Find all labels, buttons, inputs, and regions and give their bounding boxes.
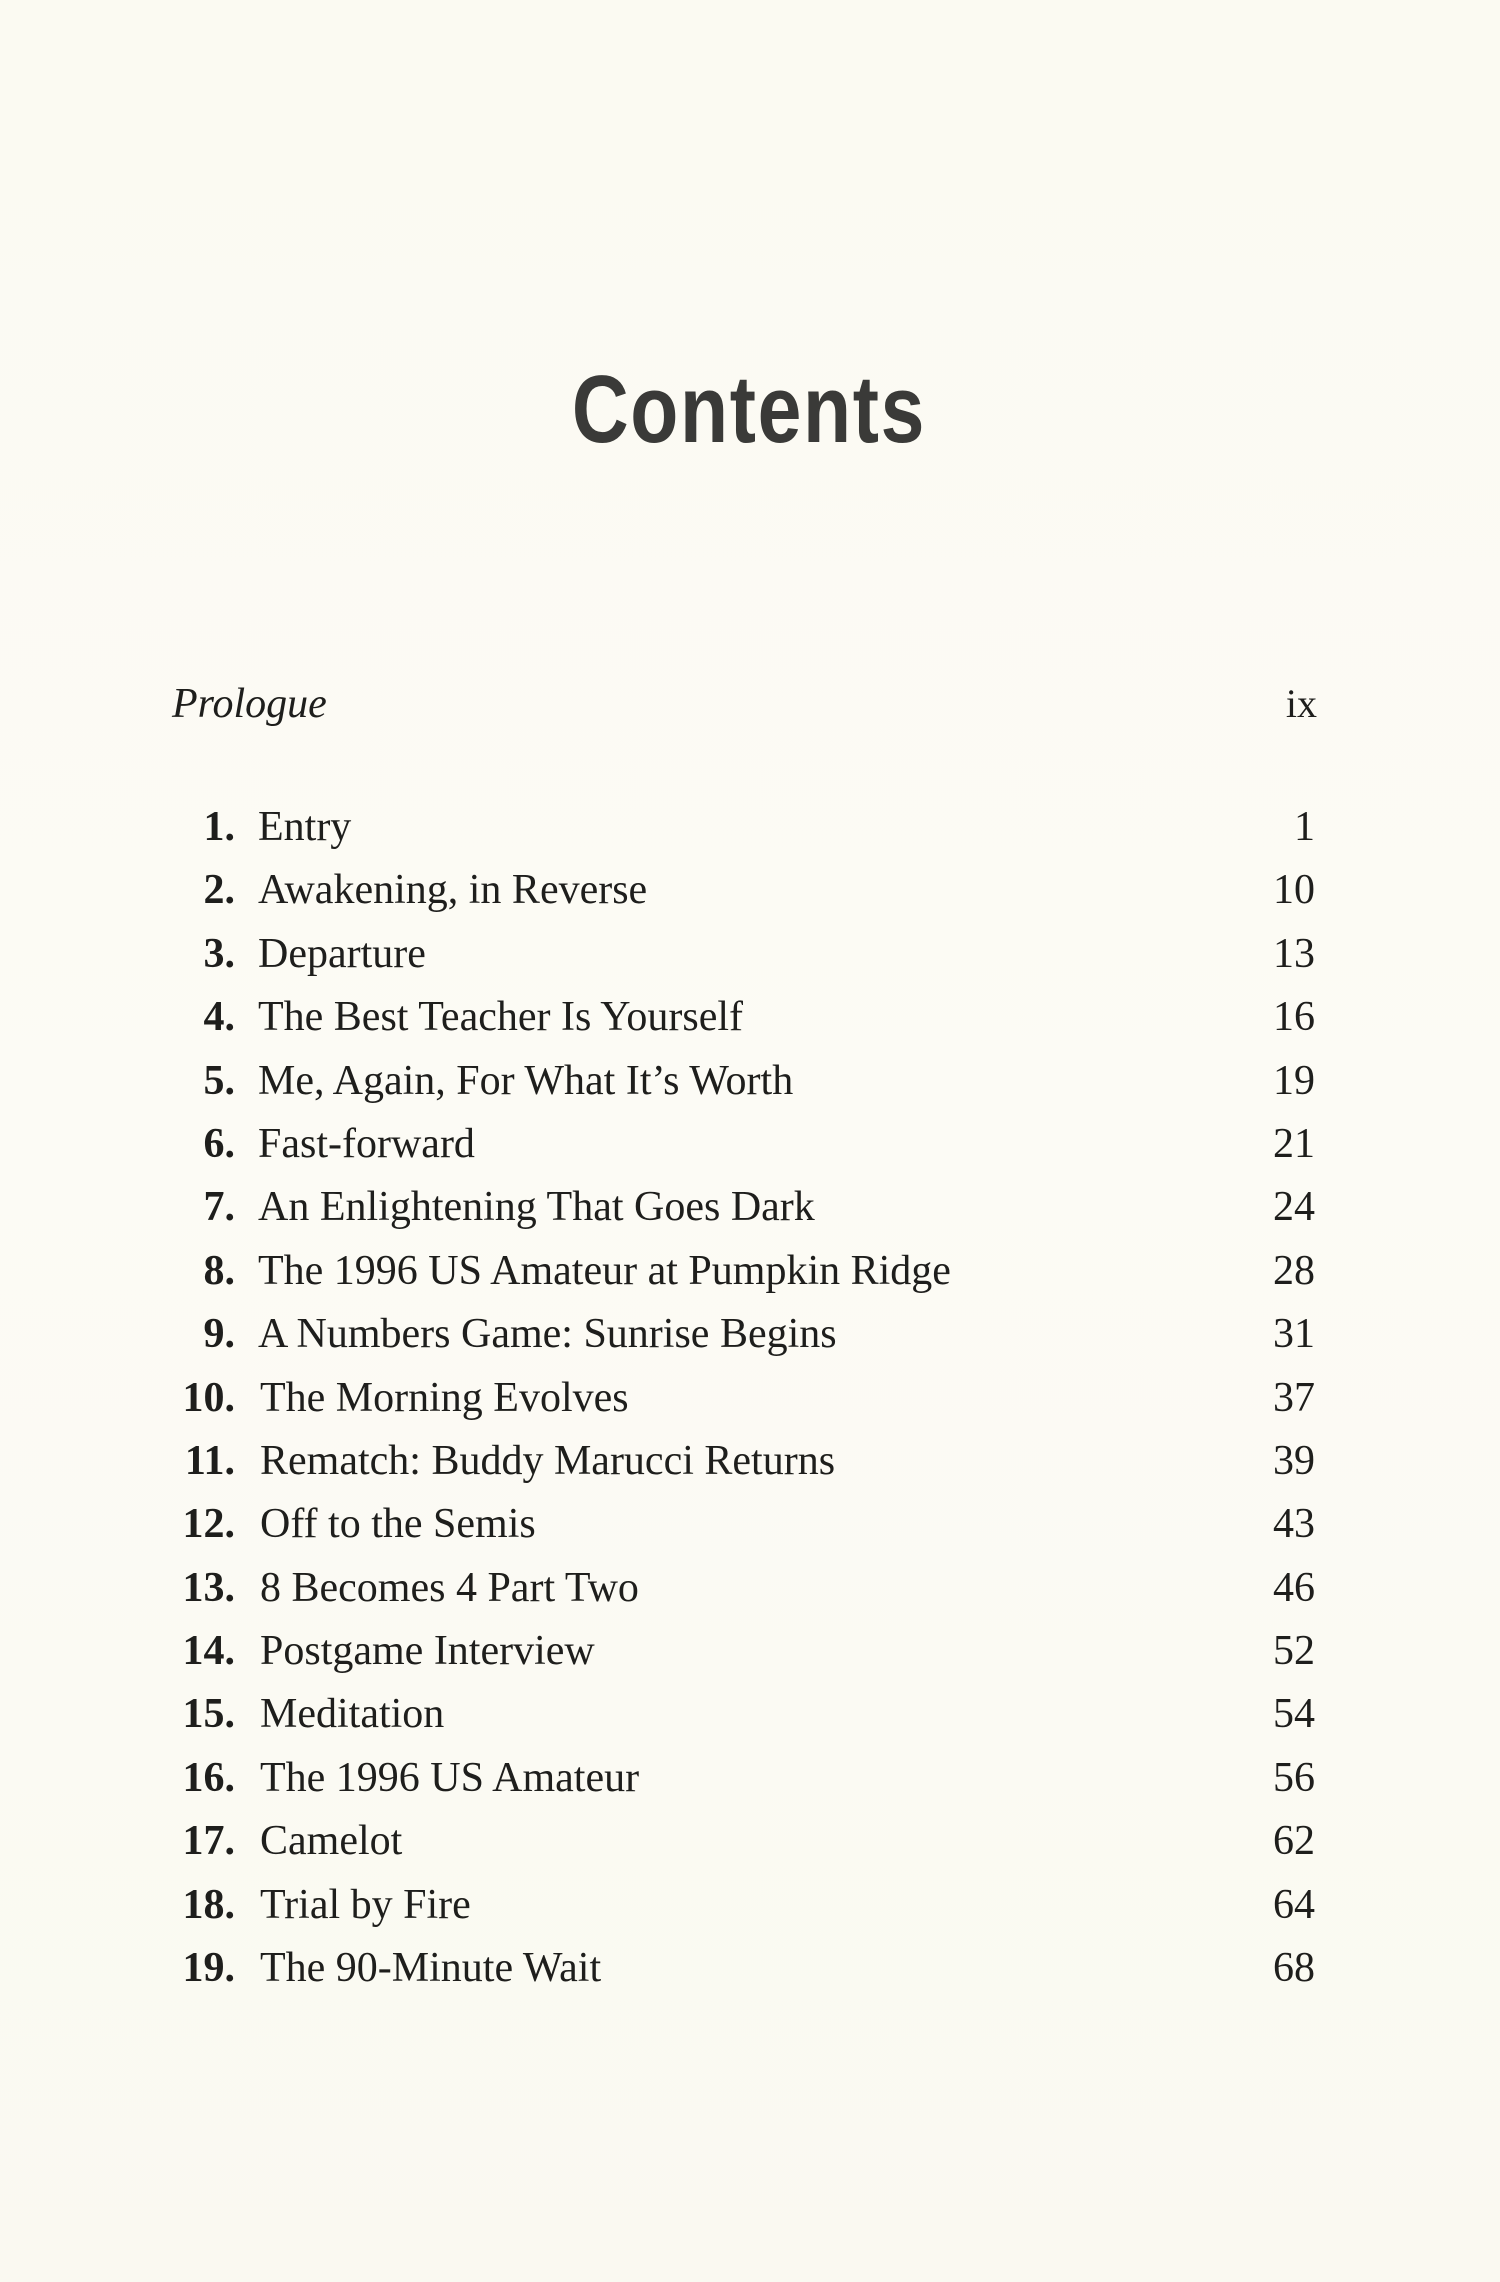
chapter-title: A Numbers Game: Sunrise Begins [258, 1311, 837, 1358]
chapter-number: 14. [182, 1628, 235, 1675]
chapter-title: An Enlightening That Goes Dark [258, 1184, 815, 1231]
chapter-number: 15. [182, 1691, 235, 1738]
chapter-number: 5. [203, 1057, 235, 1104]
chapter-number: 11. [184, 1437, 235, 1484]
chapter-title: Awakening, in Reverse [258, 867, 648, 914]
chapter-title: The 90-Minute Wait [260, 1945, 602, 1992]
chapter-page-number: 54 [1273, 1691, 1315, 1738]
toc-row [0, 1817, 1500, 1880]
chapter-page-number: 37 [1273, 1374, 1315, 1421]
chapter-page-number: 28 [1273, 1247, 1315, 1294]
chapter-title: Rematch: Buddy Marucci Returns [260, 1437, 836, 1484]
chapter-title: Departure [258, 930, 426, 977]
chapter-number: 13. [182, 1564, 235, 1611]
chapter-number: 1. [203, 804, 235, 850]
chapter-number: 7. [203, 1184, 235, 1231]
toc-row [0, 1944, 1500, 2007]
chapter-title: Fast-forward [258, 1120, 475, 1167]
toc-row [0, 803, 1500, 866]
toc-row [0, 1627, 1500, 1690]
toc-row [0, 1120, 1500, 1183]
chapter-title: The Best Teacher Is Yourself [258, 994, 744, 1041]
toc-row [0, 1754, 1500, 1817]
chapter-number: 3. [203, 930, 235, 977]
chapter-page-number: 10 [1273, 867, 1315, 914]
toc-row [0, 1057, 1500, 1120]
chapter-page-number: 62 [1273, 1818, 1315, 1865]
chapter-page-number: 1 [1294, 804, 1315, 850]
chapter-title: Trial by Fire [260, 1881, 471, 1928]
chapter-page-number: 16 [1273, 994, 1315, 1041]
chapter-number: 16. [182, 1754, 235, 1801]
chapter-number: 12. [182, 1501, 235, 1548]
chapter-number: 2. [203, 867, 235, 914]
chapter-page-number: 56 [1273, 1754, 1315, 1801]
toc-row [0, 1310, 1500, 1373]
toc-row [0, 1690, 1500, 1753]
chapter-number: 6. [203, 1120, 235, 1167]
chapter-number: 10. [182, 1374, 235, 1421]
chapter-page-number: 46 [1273, 1564, 1315, 1611]
chapter-page-number: 43 [1273, 1501, 1315, 1548]
prologue-page-number: ix [1285, 681, 1317, 726]
chapter-number: 8. [203, 1247, 235, 1294]
prologue-label: Prologue [172, 681, 327, 727]
toc-prologue-row [172, 680, 1317, 740]
chapter-page-number: 64 [1273, 1881, 1315, 1928]
chapter-number: 17. [182, 1818, 235, 1865]
toc-row [0, 866, 1500, 929]
toc-row [0, 1564, 1500, 1627]
page-title: Contents [571, 356, 927, 463]
toc-row [0, 930, 1500, 993]
chapter-title: 8 Becomes 4 Part Two [260, 1564, 639, 1611]
chapter-title: Off to the Semis [260, 1501, 536, 1548]
toc-row [0, 1183, 1500, 1246]
toc-row [0, 993, 1500, 1056]
chapter-page-number: 19 [1273, 1057, 1315, 1104]
chapter-page-number: 52 [1273, 1628, 1315, 1675]
chapter-title: Entry [258, 804, 352, 850]
toc-row [0, 1500, 1500, 1563]
chapter-page-number: 21 [1273, 1120, 1315, 1167]
chapter-title: Postgame Interview [260, 1628, 595, 1675]
chapter-number: 18. [182, 1881, 235, 1928]
toc-row [0, 1247, 1500, 1310]
chapter-page-number: 13 [1273, 930, 1315, 977]
chapter-page-number: 24 [1273, 1184, 1315, 1231]
toc-row [0, 1374, 1500, 1437]
chapter-number: 9. [203, 1311, 235, 1358]
toc-row [0, 1437, 1500, 1500]
chapter-page-number: 39 [1273, 1437, 1315, 1484]
chapter-title: The Morning Evolves [260, 1374, 629, 1421]
toc-row [0, 1881, 1500, 1944]
table-of-contents [0, 803, 1500, 2007]
chapter-title: The 1996 US Amateur at Pumpkin Ridge [258, 1247, 951, 1294]
chapter-title: Meditation [260, 1691, 445, 1738]
chapter-title: Me, Again, For What It’s Worth [258, 1057, 794, 1104]
chapter-page-number: 68 [1273, 1945, 1315, 1992]
chapter-number: 4. [203, 994, 235, 1041]
chapter-page-number: 31 [1273, 1311, 1315, 1358]
chapter-number: 19. [182, 1945, 235, 1992]
chapter-title: Camelot [260, 1818, 403, 1865]
chapter-title: The 1996 US Amateur [260, 1754, 640, 1801]
